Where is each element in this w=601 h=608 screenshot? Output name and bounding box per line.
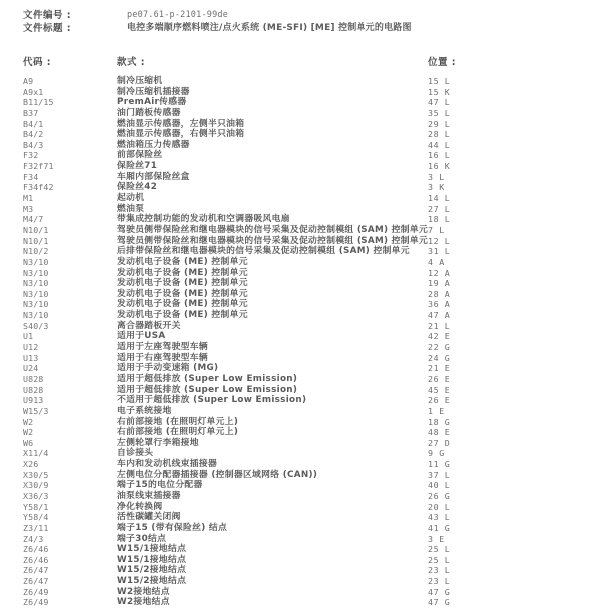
table-row [23,385,597,396]
file-title-value: 电控多端顺序燃料喷注/点火系统 (ME-SFI) [ME] 控制单元的电路图 [127,23,412,33]
row-code: U913 [23,395,44,406]
row-description: 端子30结点 [117,533,167,544]
row-position: 16 K [428,161,451,172]
row-position: 9 G [428,448,445,459]
row-code: Z6/49 [23,597,49,608]
row-position: 41 G [428,522,451,533]
table-row [23,470,597,481]
row-position: 22 G [428,342,451,353]
row-code: F32f71 [23,161,54,172]
table-row [23,427,597,438]
row-position: 18 L [428,214,451,225]
row-code: Z6/49 [23,586,49,597]
table-row [23,597,597,608]
table-row [23,502,597,513]
file-number-value: pe07.61-p-2101-99de [127,10,229,20]
row-position: 36 A [428,299,451,310]
row-position: 26 E [428,395,451,406]
row-description: 适用于右座驾驶型车辆 [117,352,208,363]
row-position: 48 E [428,427,451,438]
table-row [23,459,597,470]
row-code: M4/7 [23,214,44,225]
table-row [23,289,597,300]
row-description: 适用于左座驾驶型车辆 [117,342,208,353]
row-code: W2 [23,427,34,438]
file-meta-block [23,9,597,35]
row-description: 适用于USA [117,331,166,342]
file-title-label: 文件标题 : [23,23,72,34]
table-row [23,448,597,459]
row-description: 自诊接头 [117,448,154,459]
table-row [23,225,597,236]
column-header-position: 位置 : [428,57,457,68]
row-position: 47 G [428,586,451,597]
row-description: 起动机 [117,193,145,204]
row-code: B4/2 [23,129,44,140]
row-code: Z6/47 [23,565,49,576]
table-row [23,214,597,225]
row-code: U1 [23,331,34,342]
row-code: M3 [23,203,34,214]
column-header-style: 款式 : [117,57,146,68]
row-description: 右前部接地 (在照明灯单元上) [117,427,239,438]
row-position: 20 L [428,501,451,512]
row-description: 燃油显示传感器，左侧半只油箱 [117,118,245,129]
row-description: 制冷压缩机 [117,76,163,86]
row-position: 19 A [428,278,451,289]
row-code: U24 [23,363,39,374]
row-code: W2 [23,416,34,427]
row-description: 左侧电位分配器插接器 (控制器区域网络 (CAN)) [117,469,318,480]
row-description: 左侧轮罩行李箱接地 [117,437,199,448]
row-code: X30/5 [23,469,49,480]
table-row [23,544,597,555]
table-row [23,172,597,183]
row-position: 14 L [428,193,451,204]
table-row [23,438,597,449]
row-code: B4/1 [23,118,44,129]
row-position: 23 L [428,565,451,576]
row-description: PremAir传感器 [117,97,187,108]
row-code: W6 [23,437,34,448]
file-title-row [23,22,597,35]
row-description: W2接地结点 [117,586,170,597]
row-description: 发动机电子设备 (ME) 控制单元 [117,278,248,289]
row-code: B37 [23,107,39,118]
table-row [23,331,597,342]
row-description: 发动机电子设备 (ME) 控制单元 [117,299,248,310]
row-description: 端子15的电位分配器 [117,480,203,491]
row-code: X30/9 [23,480,49,491]
row-code: W15/3 [23,405,49,416]
file-number-label: 文件编号 : [23,10,72,21]
row-position: 15 L [428,76,451,86]
table-row [23,534,597,545]
row-position: 1 E [428,405,445,416]
table-row [23,129,597,140]
legend-table [23,76,597,608]
row-description: 驾驶员侧带保险丝和继电器模块的信号采集及促动控制模组 (SAM) 控制单元 [117,224,429,235]
table-row [23,395,597,406]
table-row [23,140,597,151]
row-code: Z6/46 [23,544,49,555]
row-code: A9 [23,76,34,86]
row-position: 7 L [428,224,445,235]
row-description: W2接地结点 [117,597,170,608]
row-code: N3/10 [23,267,49,278]
row-code: Z3/11 [23,522,49,533]
row-code: Z6/46 [23,554,49,565]
row-position: 47 G [428,597,451,608]
row-position: 26 E [428,373,451,384]
row-code: B11/15 [23,97,54,108]
row-position: 15 K [428,86,451,97]
row-description: 燃油箱压力传感器 [117,139,190,150]
row-description: 带集成控制功能的发动机和空调器吸风电扇 [117,214,290,225]
table-row [23,193,597,204]
row-code: Z6/47 [23,576,49,587]
table-row [23,587,597,598]
row-position: 3 L [428,171,445,182]
table-row [23,512,597,523]
row-code: U828 [23,373,44,384]
row-description: 车内和发动机线束插接器 [117,459,218,470]
row-code: F34 [23,171,39,182]
row-code: U828 [23,384,44,395]
row-position: 35 L [428,107,451,118]
row-description: 适用于超低排放 (Super Low Emission) [117,373,298,384]
row-description: 发动机电子设备 (ME) 控制单元 [117,267,248,278]
row-position: 47 A [428,310,451,321]
table-row [23,204,597,215]
row-position: 29 L [428,118,451,129]
row-position: 25 L [428,554,451,565]
row-code: U12 [23,342,39,353]
row-position: 23 L [428,576,451,587]
column-header-code: 代码 : [23,57,52,68]
row-position: 4 A [428,256,445,267]
row-description: 不适用于超低排放 (Super Low Emission) [117,395,307,406]
table-row [23,576,597,587]
row-description: 发动机电子设备 (ME) 控制单元 [117,256,248,267]
row-code: N10/1 [23,235,49,246]
row-description: 离合器踏板开关 [117,320,181,331]
row-description: 燃油显示传感器，右侧半只油箱 [117,129,245,140]
row-description: 油门踏板传感器 [117,107,181,118]
row-code: N3/10 [23,299,49,310]
table-row [23,555,597,566]
table-row [23,87,597,98]
row-description: 制冷压缩机插接器 [117,86,190,97]
row-code: F34f42 [23,182,54,193]
row-description: 保险丝42 [117,182,158,193]
row-position: 12 A [428,267,451,278]
table-row [23,246,597,257]
table-row [23,278,597,289]
table-row [23,310,597,321]
row-position: 25 L [428,544,451,555]
row-position: 47 L [428,97,451,108]
row-description: 保险丝71 [117,161,158,172]
row-code: B4/3 [23,139,44,150]
row-position: 11 G [428,459,451,470]
file-number-row [23,9,597,22]
table-row [23,257,597,268]
row-description: 发动机电子设备 (ME) 控制单元 [117,288,248,299]
table-row [23,161,597,172]
table-row [23,417,597,428]
row-description: 净化转换阀 [117,501,163,512]
row-description: 发动机电子设备 (ME) 控制单元 [117,310,248,321]
row-description: W15/2接地结点 [117,565,187,576]
table-row [23,150,597,161]
table-row [23,374,597,385]
row-position: 43 L [428,512,451,523]
row-description: W15/1接地结点 [117,544,187,555]
table-column-headers [23,57,597,69]
table-row [23,119,597,130]
row-position: 24 G [428,352,451,363]
row-code: Y58/4 [23,512,49,523]
row-description: 活性碳罐关闭阀 [117,512,181,523]
row-description: 驾驶员侧带保险丝和继电器模块的信号采集及促动控制模组 (SAM) 控制单元 [117,235,429,246]
row-position: 27 L [428,203,451,214]
row-position: 3 E [428,533,445,544]
row-position: 18 G [428,416,451,427]
row-position: 42 E [428,331,451,342]
row-position: 28 A [428,288,451,299]
row-code: A9x1 [23,86,44,97]
row-position: 3 K [428,182,445,193]
row-code: X11/4 [23,448,49,459]
table-row [23,480,597,491]
row-description: 前部保险丝 [117,150,163,161]
row-code: U13 [23,352,39,363]
row-description: 右前部接地 (在照明灯单元上) [117,416,239,427]
row-code: N3/10 [23,278,49,289]
table-row [23,491,597,502]
row-position: 45 E [428,384,451,395]
table-row [23,268,597,279]
table-row [23,182,597,193]
table-row [23,363,597,374]
table-row [23,406,597,417]
row-description: 车厢内部保险丝盒 [117,171,190,182]
table-row [23,523,597,534]
row-code: N10/2 [23,246,49,257]
table-row [23,342,597,353]
table-row [23,565,597,576]
row-position: 27 D [428,437,451,448]
table-row [23,321,597,332]
row-description: 电子系统接地 [117,405,172,416]
row-code: X26 [23,459,39,470]
table-row [23,236,597,247]
row-code: N3/10 [23,256,49,267]
table-row [23,299,597,310]
row-code: Z4/3 [23,533,44,544]
row-description: 后排带保险丝和继电器模块的信号采集及促动控制模组 (SAM) 控制单元 [117,246,410,257]
row-code: Y58/1 [23,501,49,512]
row-code: N10/1 [23,224,49,235]
row-description: 端子15 (带有保险丝) 结点 [117,522,228,533]
row-description: 油泵线束插接器 [117,490,181,501]
row-description: W15/2接地结点 [117,576,187,587]
row-description: 燃油泵 [117,203,145,214]
row-code: X36/3 [23,490,49,501]
row-code: M1 [23,193,34,204]
row-position: 16 L [428,150,451,161]
row-position: 28 L [428,129,451,140]
row-position: 37 L [428,469,451,480]
row-code: F32 [23,150,39,161]
row-code: S40/3 [23,320,49,331]
row-description: W15/1接地结点 [117,554,187,565]
row-position: 21 E [428,363,451,374]
row-position: 44 L [428,139,451,150]
table-row [23,108,597,119]
row-position: 12 L [428,235,451,246]
row-position: 40 L [428,480,451,491]
row-position: 31 L [428,246,451,257]
row-code: N3/10 [23,288,49,299]
table-row [23,76,597,87]
row-position: 26 G [428,490,451,501]
row-position: 21 L [428,320,451,331]
row-description: 适用于手动变速箱 (MG) [117,363,219,374]
row-code: N3/10 [23,310,49,321]
row-description: 适用于超低排放 (Super Low Emission) [117,384,298,395]
table-row [23,97,597,108]
table-row [23,353,597,364]
